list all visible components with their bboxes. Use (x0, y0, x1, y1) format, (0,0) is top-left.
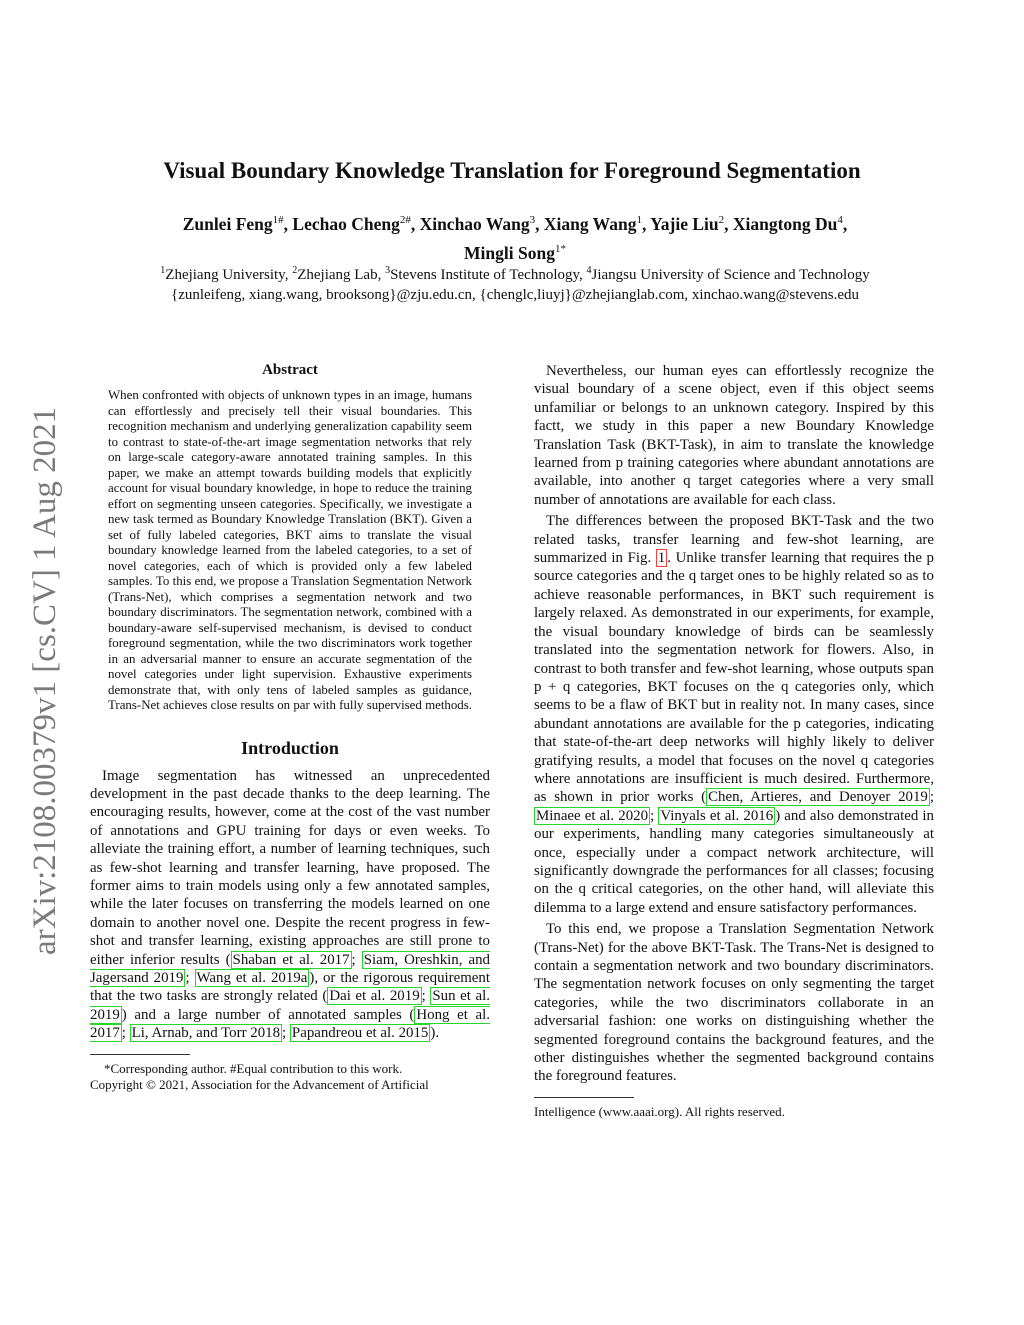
citation-link[interactable]: Li, Arnab, and Torr 2018 (131, 1025, 281, 1042)
author-sup: 2# (399, 214, 411, 226)
author-sup: 2 (718, 214, 725, 226)
intro-paragraph: To this end, we propose a Translation Segmentation Network (Trans-Net) for the above BKT-Task. The Trans-Net is designed to contain a segmentation network and two boundary discriminators. The segmentation network focuses on only segmenting the target categories, while the two discriminators collaborate in an adversarial fashion: one works on distinguishing whether the segmented foreground contains the background features, and the other distinguishes whether the segmented background contains the foreground features. (534, 921, 934, 1085)
right-column (534, 362, 934, 1120)
footnote-left: *Corresponding author. #Equal contribution to this work. Copyright © 2021, Association for the Advancement of Artificial (90, 1060, 429, 1092)
citation-link[interactable]: Chen, Artieres, and Denoyer 2019 (708, 789, 928, 806)
affiliation-name: Stevens Institute of Technology (390, 267, 580, 283)
author-sup: 1 (636, 214, 642, 226)
affiliation-line: $^1$Zhejiang University, $^2$Zhejiang Lab, $^3$Stevens Institute of Technology, $^4$Jiangsu University of Science and Technology (160, 265, 870, 283)
affiliations (80, 261, 950, 305)
affiliation-name: Jiangsu University of Science and Technology (591, 267, 870, 283)
author-name: Xiang Wang (543, 213, 637, 234)
affiliation-name: Zhejiang University (165, 267, 285, 283)
citation-link[interactable]: Siam, Oreshkin, and Jagersand 2019 (90, 951, 490, 986)
author-sup: 4 (837, 214, 843, 226)
citation-link[interactable]: Papandreou et al. 2015 (291, 1025, 429, 1042)
author-list: Zunlei Feng$^{1\#}$, Lechao Cheng$^{2\#}$, Xinchao Wang$^3$, Xiang Wang$^1$, Yajie Liu$^2$, Xiangtong Du$^4$, Mingli Song$^{1*}$ (182, 213, 848, 263)
footnote-divider (90, 1054, 190, 1055)
intro-paragraph: Image segmentation has witnessed an unprecedented development in the past decade thanks to the deep learning. The encouraging results, however, come at the cost of the vast number of annotations and GPU training for days or even weeks. To alleviate the training effort, a number of learning techniques, such as few-shot learning and transfer learning, have proposed. The former aims to train models using only a few annotated samples, while the later focuses on transferring the models learned on one domain to another novel one. Despite the recent progress in few-shot and transfer learning, existing approaches are still prone to either inferior results ( Shaban et al. 2017 ; Siam, Oreshkin, and Jagersand 2019 ; Wang et al. 2019a ), or the rigorous requirement that the two tasks are strongly related ( Dai et al. 2019 ; Sun et al. 2019 ) and a large number of annotated samples ( Hong et al. 2017 ; Li, Arnab, and Torr 2018 ; Papandreou et al. 2015 ). (90, 767, 491, 1042)
citation-link[interactable]: Wang et al. 2019a (196, 969, 308, 986)
figure-link[interactable]: 1 (657, 550, 666, 567)
arxiv-sidebar-stamp: arXiv:2108.00379v1 [cs.CV] 1 Aug 2021 (27, 406, 63, 955)
author-name: Xiangtong Du (732, 213, 838, 234)
author-name: Zunlei Feng (182, 213, 273, 234)
footnote-right: Intelligence (www.aaai.org). All rights reserved. (534, 1103, 785, 1119)
citation-link[interactable]: Shaban et al. 2017 (232, 951, 350, 968)
author-name: Yajie Liu (650, 213, 719, 234)
author-sup: 3 (529, 214, 536, 226)
introduction-heading: Introduction (241, 737, 339, 758)
intro-paragraph: The differences between the proposed BKT-Task and the two related tasks, transfer learning and few-shot learning, are summarized in Fig. 1 . Unlike transfer learning that requires the p source categories and the q target ones to be highly related so as to achieve reasonable performances, in BKT such requirement is largely relaxed. As demonstrated in our experiments, for example, the visual boundary knowledge of birds can be seamlessly translated into the segmentation network for flowers. Also, in contrast to both transfer and few-shot learning, whose outputs span p + q categories, BKT focuses on the q categories only, which seems to be a flaw of BKT but in reality not. In many cases, since abundant annotations are available for the p categories, indicating that state-of-the-art deep networks will highly likely to deliver gratifying results, a model that focuses on the novel q categories where annotations are insufficient is much desired. Furthermore, as shown in prior works ( Chen, Artieres, and Denoyer 2019 ; Minaee et al. 2020 ; Vinyals et al. 2016 ) and also demonstrated in our experiments, handling many categories simultaneously at once, especially under a compact network architecture, will significantly downgrade the performances for all classes; focusing on the q critical categories, on the other hand, will alleviate this dilemma to a large extend and ensure satisfactory performances. (534, 513, 934, 916)
footnote-divider (534, 1097, 634, 1098)
abstract-heading: Abstract (262, 362, 318, 378)
abstract-text: When confronted with objects of unknown types in an image, humans can effortlessly and precisely tell their visual boundaries. This recognition mechanism and underlying generalization capability seem to contrast to state-of-the-art image segmentation networks that rely on large-scale category-aware annotated training samples. In this paper, we make an attempt towards building models that explicitly account for visual boundary knowledge, in hope to reduce the training effort on segmenting unseen categories. Specifically, we investigate a new task termed as Boundary Knowledge Translation (BKT). Given a set of fully labeled categories, BKT aims to translate the visual boundary knowledge learned from the labeled categories, to a set of novel categories, each of which is provided only a few labeled samples. To this end, we propose a Translation Segmentation Network (Trans-Net), which comprises a segmentation network and two boundary discriminators. The segmentation network, combined with a boundary-aware self-supervised mechanism, is devised to conduct foreground segmentation, while the two discriminators work together in an adversarial manner to ensure an accurate segmentation of the novel categories under light supervision. Exhaustive experiments demonstrate that, with only tens of labeled samples as guidance, Trans-Net achieves close results on par with fully supervised methods. (108, 388, 472, 712)
author-name: Lechao Cheng (292, 213, 400, 234)
author-sup: 1# (272, 214, 284, 226)
citation-link[interactable]: Sun et al. 2019 (90, 988, 490, 1023)
author-name: Mingli Song (464, 242, 555, 263)
author-name: Xinchao Wang (419, 213, 530, 234)
paper-title: Visual Boundary Knowledge Translation for Foreground Segmentation (163, 158, 861, 183)
citation-link[interactable]: Minaee et al. 2020 (536, 807, 649, 824)
citation-link[interactable]: Dai et al. 2019 (329, 988, 420, 1005)
author-emails: {zunleifeng, xiang.wang, brooksong}@zju.edu.cn, {chenglc,liuyj}@zhejianglab.com, xinchao.wang@stevens.edu (171, 287, 859, 303)
author-sup: 1* (554, 242, 566, 255)
citation-link[interactable]: Hong et al. 2017 (90, 1006, 491, 1042)
affiliation-name: Zhejiang Lab (297, 267, 378, 283)
left-column (90, 362, 490, 1093)
citation-link[interactable]: Vinyals et al. 2016 (660, 807, 774, 824)
intro-paragraph: Nevertheless, our human eyes can effortlessly recognize the visual boundary of a scene object, even if this object seems unfamiliar or belongs to an unknown category. Inspired by this factt, we study in this paper a new Boundary Knowledge Translation Task (BKT-Task), in aim to translate the knowledge learned from p training categories where abundant annotations are available, into another q target categories where a very small number of annotations are available for each class. (534, 363, 934, 508)
